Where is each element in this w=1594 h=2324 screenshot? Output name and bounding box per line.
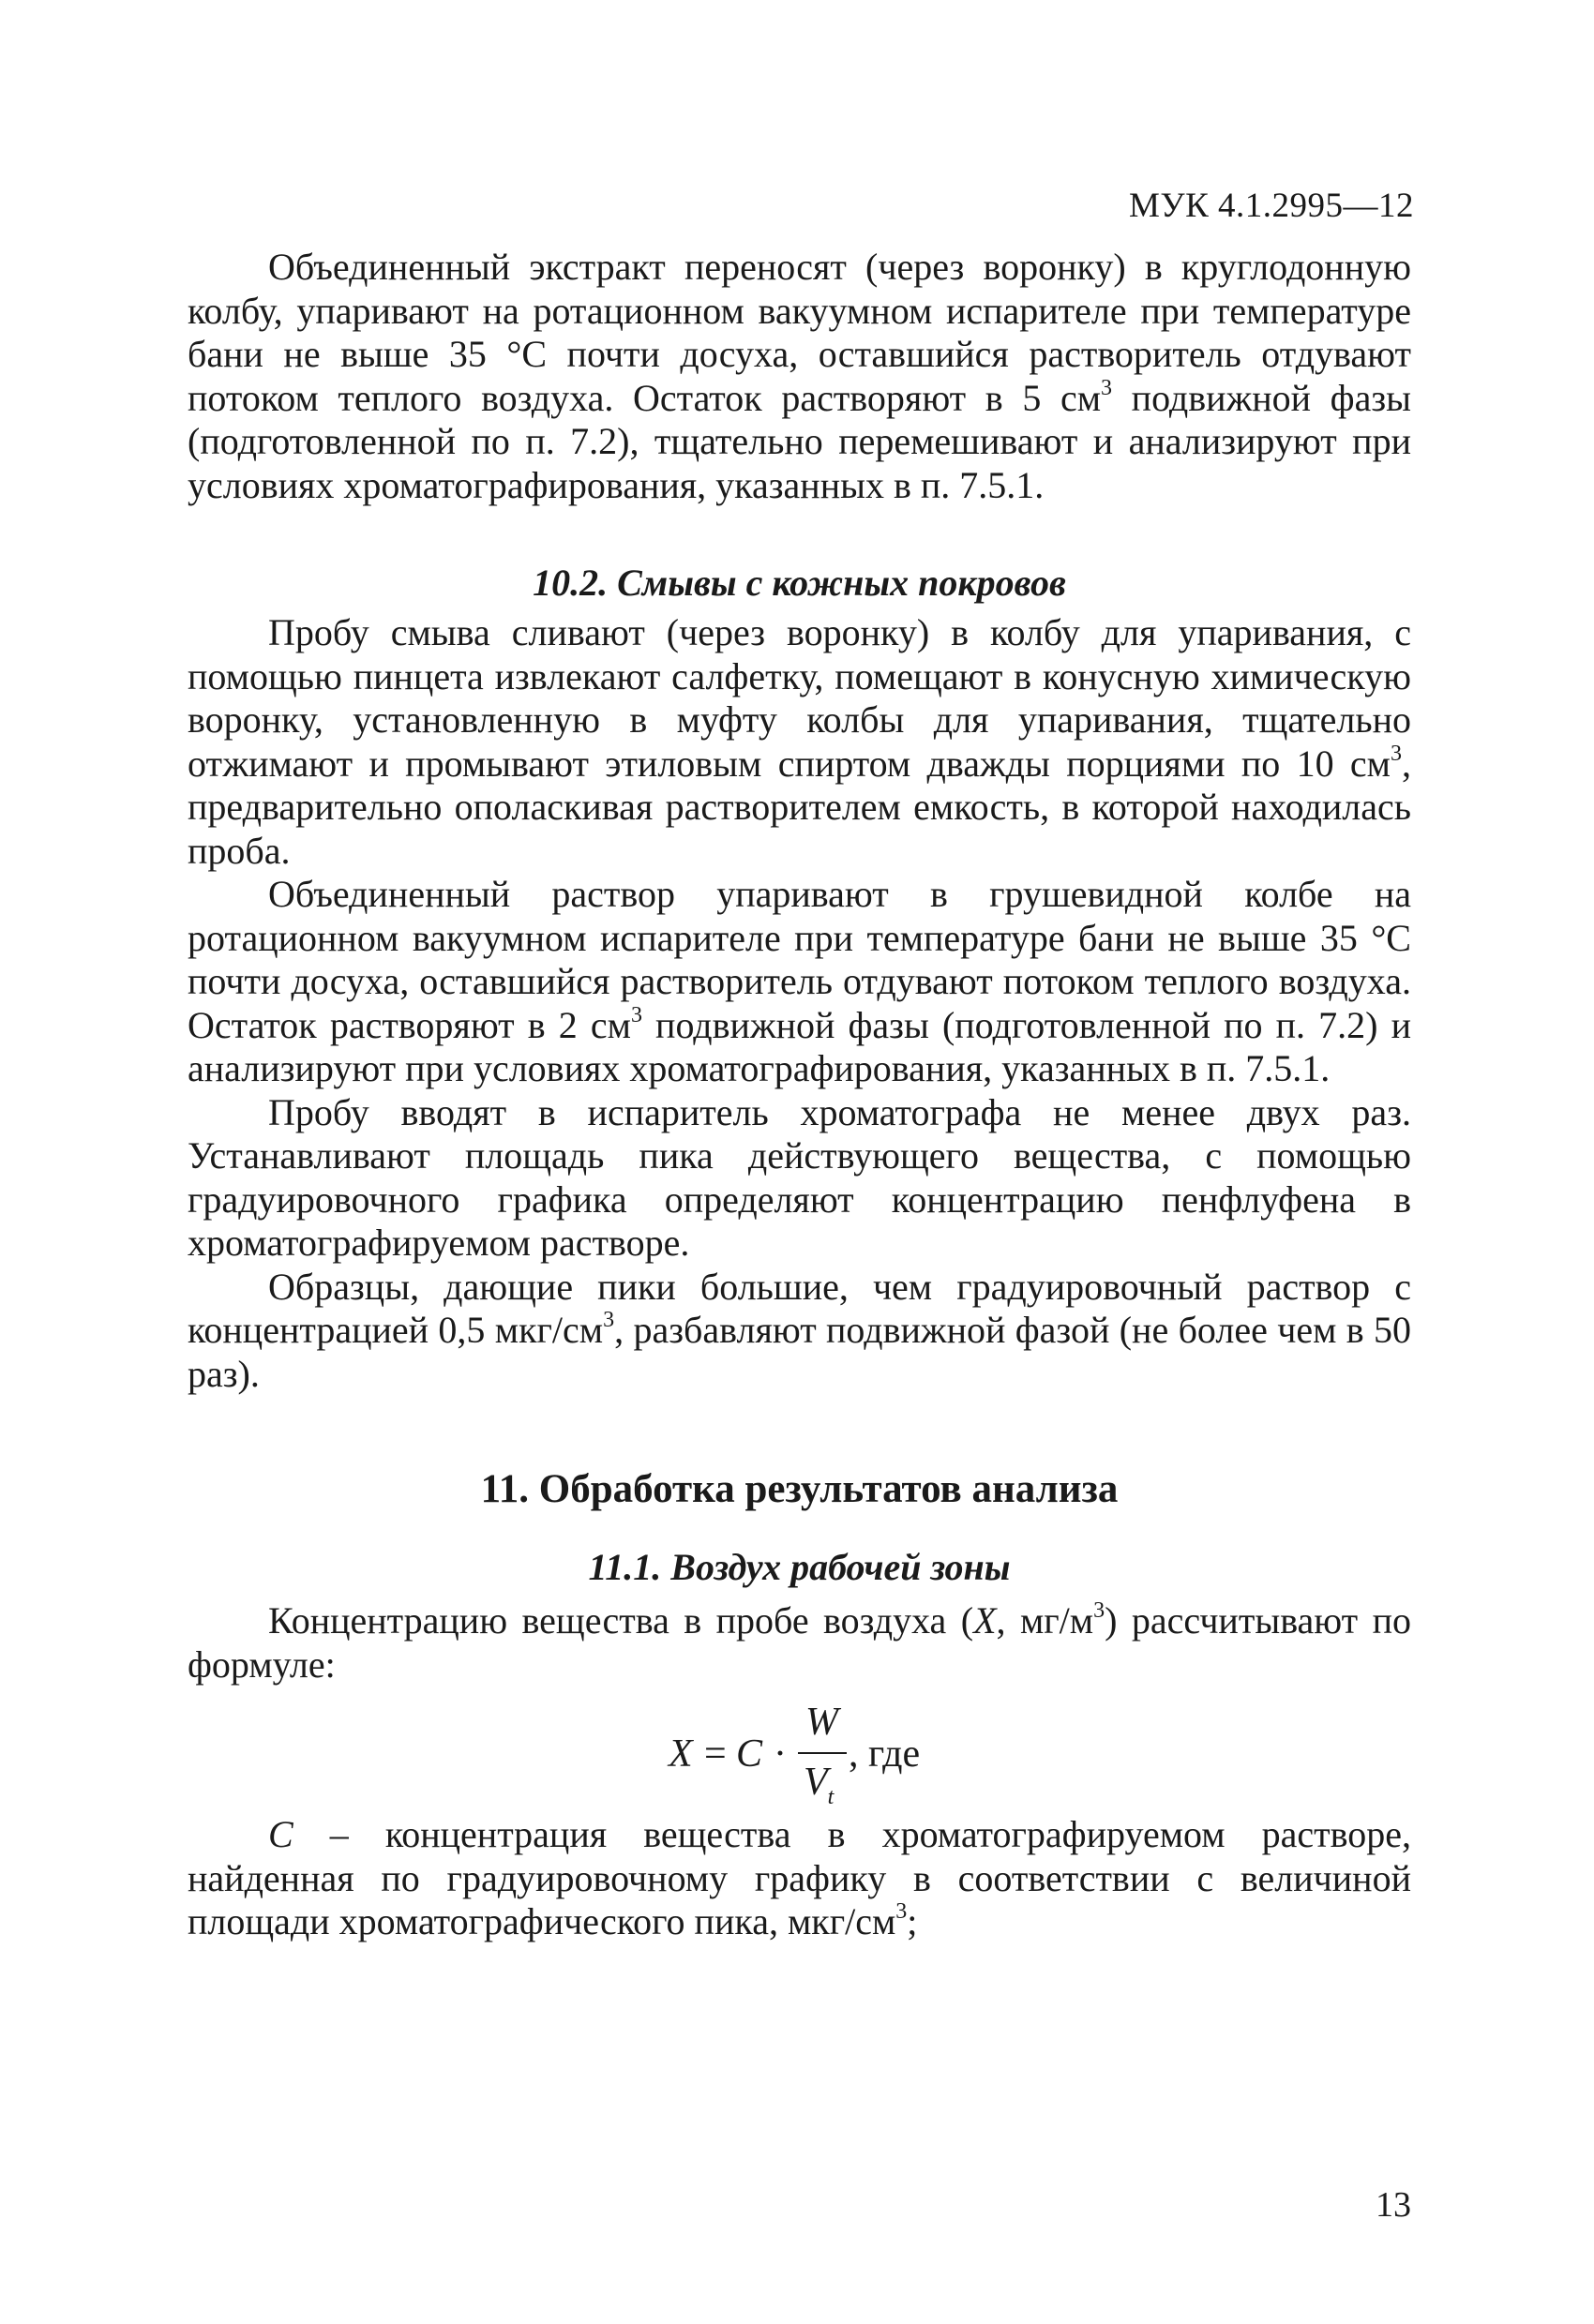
paragraph: Пробу смыва сливают (через воронку) в колбу для упаривания, с помощью пинцета извлекают салфетку, помещают в конусную химическую воронку, установленную в муфту колбы для упаривания, тщательно отжимают и промывают этиловым спиртом дважды порциями по 10 $см^3$, предварительно ополаскивая растворителем емкость, в которой находилась проба.	[188, 611, 1411, 872]
formula-denominator: $V_t$	[804, 1761, 835, 1809]
paragraph-extract	[188, 246, 1411, 507]
formula-c: C	[736, 1732, 763, 1776]
paragraph: Пробу вводят в испаритель хроматографа не менее двух раз. Устанавливают площадь пика действующего вещества, с помощью градуировочного графика определяют концентрацию пенфлуфена в хроматографируемом растворе.	[188, 1090, 1411, 1264]
document-code: МУК 4.1.2995—12	[1128, 187, 1414, 225]
paragraph: Образцы, дающие пики большие, чем градуировочный раствор с концентрацией 0,5 мкг/$см^3$, разбавляют подвижной фазой (не более чем в 50 раз).	[188, 1265, 1411, 1395]
section-11-1-title: 11.1. Воздух рабочей зоны	[588, 1546, 1011, 1588]
paragraph: Объединенный экстракт переносят (через воронку) в круглодонную колбу, упаривают на ротационном вакуумном испарителе при температуре бани не выше 35 °С почти досуха, оставшийся растворитель отдувают потоком теплого воздуха. Остаток растворяют в 5 $см^3$ подвижной фазы (подготовленной по п. 7.2), тщательно перемешивают и анализируют при условиях хроматографирования, указанных в п. 7.5.1.	[188, 246, 1411, 506]
section-11-title: 11. Обработка результатов анализа	[480, 1467, 1119, 1511]
formula-dot: ·	[774, 1732, 787, 1776]
formula-equals: =	[704, 1732, 727, 1776]
definition-c	[188, 1813, 1411, 1944]
paragraph: Объединенный раствор упаривают в грушевидной колбе на ротационном вакуумном испарителе при температуре бани не выше 35 °С почти досуха, оставшийся растворитель отдувают потоком теплого воздуха. Остаток растворяют в 2 $см^3$ подвижной фазы (подготовленной по п. 7.2) и анализируют при условиях хроматографирования, указанных в п. 7.5.1.	[188, 873, 1411, 1089]
section-10-2-body	[188, 611, 1411, 1396]
formula-suffix: , где	[849, 1732, 921, 1776]
page-number: 13	[1376, 2185, 1411, 2225]
paragraph: Концентрацию вещества в пробе воздуха (X, $мг/м^3$) рассчитывают по формуле:	[188, 1598, 1411, 1686]
section-10-2-title: 10.2. Смывы с кожных покровов	[533, 562, 1066, 604]
fraction-bar	[798, 1752, 847, 1754]
formula-x: X	[669, 1732, 693, 1776]
paragraph: C – концентрация вещества в хроматографируемом растворе, найденная по градуировочному графику в соответствии с величиной площади хроматографического пика, мкг/$см^3$;	[188, 1813, 1411, 1942]
formula-numerator: W	[805, 1701, 838, 1744]
section-11-1-intro	[188, 1599, 1411, 1687]
